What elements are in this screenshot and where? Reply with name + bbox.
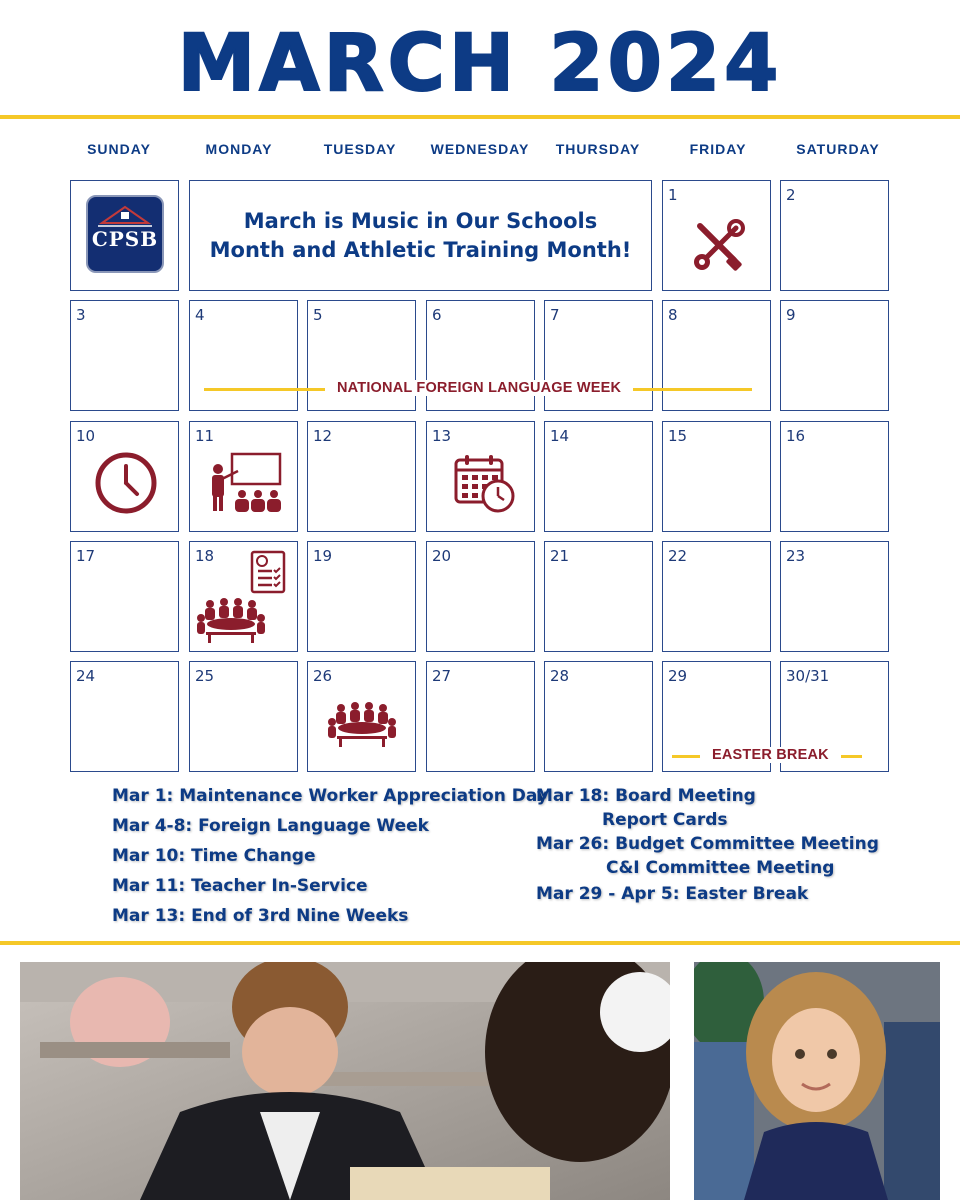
day-number: 19: [313, 547, 333, 565]
day-number: 20: [432, 547, 452, 565]
event-item: Report Cards: [602, 810, 728, 830]
calendar-cell-12[interactable]: [307, 421, 416, 532]
events-list-right: [536, 786, 936, 916]
day-number: 24: [76, 667, 96, 685]
day-number: 6: [432, 306, 442, 324]
day-number: 26: [313, 667, 333, 685]
weekday-friday: FRIDAY: [689, 141, 747, 157]
day-number: 12: [313, 427, 333, 445]
day-number: 22: [668, 547, 688, 565]
calendar-cell-15[interactable]: [662, 421, 771, 532]
day-number: 7: [550, 306, 560, 324]
calendar-cell-25[interactable]: [189, 661, 298, 772]
event-item: Mar 10: Time Change: [112, 846, 316, 866]
calendar-cell-27[interactable]: [426, 661, 535, 772]
day-number: 1: [668, 186, 678, 204]
day-number: 16: [786, 427, 806, 445]
events-list-left: [112, 786, 548, 936]
title-divider: [0, 115, 960, 119]
event-item: Mar 29 - Apr 5: Easter Break: [536, 884, 809, 904]
students-classroom-photo: [20, 962, 670, 1200]
day-number: 11: [195, 427, 215, 445]
banner-line-1: March is Music in Our Schools: [243, 209, 598, 233]
weekday-thursday: THURSDAY: [555, 141, 641, 157]
day-number: 21: [550, 547, 570, 565]
calendar-cell-21[interactable]: [544, 541, 653, 652]
calendar-cell-8[interactable]: [662, 300, 771, 411]
calendar-cell-2[interactable]: [780, 180, 889, 291]
calendar-cell-24[interactable]: [70, 661, 179, 772]
day-number: 4: [195, 306, 205, 324]
page-title: MARCH 2024: [177, 19, 783, 109]
day-number: 15: [668, 427, 688, 445]
calendar-cell-16[interactable]: [780, 421, 889, 532]
event-item: C&I Committee Meeting: [606, 858, 835, 878]
teacher-inservice-icon: [206, 451, 284, 515]
calendar-cell-9[interactable]: [780, 300, 889, 411]
day-number: 9: [786, 306, 796, 324]
easter-break-label: EASTER BREAK: [700, 747, 841, 763]
banner-line-2: Month and Athletic Training Month!: [209, 238, 632, 262]
logo-text: CPSB: [91, 227, 159, 251]
weekday-wednesday: WEDNESDAY: [430, 141, 530, 157]
calendar-cell-4[interactable]: [189, 300, 298, 411]
day-number: 25: [195, 667, 215, 685]
smiling-girl-photo: [694, 962, 940, 1200]
day-number: 8: [668, 306, 678, 324]
clock-icon: [94, 451, 158, 515]
calendar-cell-23[interactable]: [780, 541, 889, 652]
calendar-cell-17[interactable]: [70, 541, 179, 652]
event-item: Mar 18: Board Meeting: [536, 786, 756, 806]
day-number: 17: [76, 547, 96, 565]
event-item: Mar 1: Maintenance Worker Appreciation Day: [112, 786, 548, 806]
day-number: 29: [668, 667, 688, 685]
day-number: 3: [76, 306, 86, 324]
calendar-cell-28[interactable]: [544, 661, 653, 772]
calendar-clock-icon: [452, 452, 518, 516]
event-item: Mar 11: Teacher In-Service: [112, 876, 368, 896]
calendar-cell-20[interactable]: [426, 541, 535, 652]
event-item: Mar 13: End of 3rd Nine Weeks: [112, 906, 409, 926]
month-banner: [189, 180, 652, 291]
day-number: 13: [432, 427, 452, 445]
board-meeting-icon: [196, 596, 266, 644]
report-card-icon: [250, 550, 286, 594]
language-week-label: NATIONAL FOREIGN LANGUAGE WEEK: [325, 380, 633, 396]
weekday-monday: MONDAY: [205, 141, 273, 157]
day-number: 28: [550, 667, 570, 685]
day-number: 5: [313, 306, 323, 324]
calendar-cell-19[interactable]: [307, 541, 416, 652]
tools-icon: [690, 218, 746, 274]
committee-meeting-icon: [327, 700, 397, 748]
calendar-cell-22[interactable]: [662, 541, 771, 652]
weekday-tuesday: TUESDAY: [323, 141, 397, 157]
calendar-cell-3[interactable]: [70, 300, 179, 411]
banner-text: [190, 207, 651, 265]
day-number: 30/31: [786, 667, 830, 685]
day-number: 18: [195, 547, 215, 565]
day-number: 2: [786, 186, 796, 204]
day-number: 27: [432, 667, 452, 685]
day-number: 14: [550, 427, 570, 445]
weekday-saturday: SATURDAY: [796, 141, 880, 157]
calendar-cell-14[interactable]: [544, 421, 653, 532]
day-number: 10: [76, 427, 96, 445]
event-item: Mar 4-8: Foreign Language Week: [112, 816, 429, 836]
footer-divider: [0, 941, 960, 945]
weekday-sunday: SUNDAY: [87, 141, 151, 157]
cpsb-logo: [86, 195, 164, 273]
day-number: 23: [786, 547, 806, 565]
event-item: Mar 26: Budget Committee Meeting: [536, 834, 879, 854]
